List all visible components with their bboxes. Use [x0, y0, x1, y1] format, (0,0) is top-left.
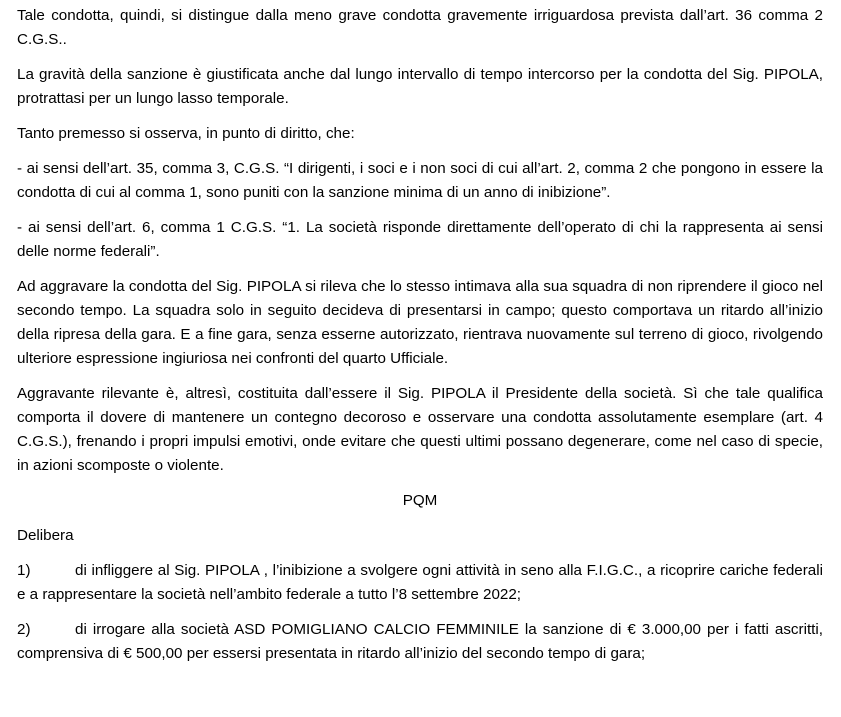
- heading-pqm: PQM: [402, 492, 438, 509]
- list-item-text: di irrogare alla società ASD POMIGLIANO CALCIO FEMMINILE la sanzione di € 3.000,00 per i fatti ascritti, comprensiva di € 500,00 per essersi presentata in ritardo all’inizio del secondo tempo di gara;: [17, 621, 823, 662]
- list-item-text: di infliggere al Sig. PIPOLA , l’inibizione a svolgere ogni attività in seno alla F.I.G.C., a ricoprire cariche federali e a rappresentare la società nell’ambito federale a tutto l’8 settembre 2022;: [17, 562, 823, 603]
- list-item-number: 2): [17, 621, 31, 638]
- paragraph-conduct-distinction: Tale condotta, quindi, si distingue dalla meno grave condotta gravemente irriguardosa prevista dall’art. 36 comma 2 C.G.S..: [17, 7, 823, 48]
- document-body: [17, 4, 823, 666]
- list-item: [17, 559, 823, 607]
- paragraph-president-aggravation: Aggravante rilevante è, altresì, costituita dall’essere il Sig. PIPOLA il Presidente della società. Sì che tale qualifica comporta il dovere di mantenere un contegno decoroso e osservare una condotta assolutamente esemplare (art. 4 C.G.S.), frenando i propri impulsi emotivi, onde evitare che questi ultimi possano degenerare, come nel caso di specie, in azioni scomposte o violente.: [17, 385, 823, 474]
- paragraph-art6: - ai sensi dell’art. 6, comma 1 C.G.S. “1. La società risponde direttamente dell’operato di chi la rappresenta ai sensi delle norme federali”.: [17, 219, 823, 260]
- label-delibera: Delibera: [17, 527, 74, 544]
- list-item-number: 1): [17, 562, 31, 579]
- paragraph-art35: - ai sensi dell’art. 35, comma 3, C.G.S. “I dirigenti, i soci e i non soci di cui all’art. 2, comma 2 che pongono in essere la condotta di cui al comma 1, sono puniti con la sanzione minima di un anno di inibizione”.: [17, 160, 823, 201]
- list-item: [17, 618, 823, 666]
- paragraph-sanction-gravity: La gravità della sanzione è giustificata anche dal lungo intervallo di tempo intercorso per la condotta del Sig. PIPOLA, protrattasi per un lungo lasso temporale.: [17, 66, 823, 107]
- paragraph-premise: Tanto premesso si osserva, in punto di diritto, che:: [17, 125, 355, 142]
- paragraph-aggravating-conduct: Ad aggravare la condotta del Sig. PIPOLA si rileva che lo stesso intimava alla sua squadra di non riprendere il gioco nel secondo tempo. La squadra solo in seguito decideva di presentarsi in campo; questo comportava un ritardo all’inizio della ripresa della gara. E a fine gara, senza esserne autorizzato, rientrava nuovamente sul terreno di gioco, rivolgendo ulteriore espressione ingiuriosa nei confronti del quarto Ufficiale.: [17, 278, 823, 367]
